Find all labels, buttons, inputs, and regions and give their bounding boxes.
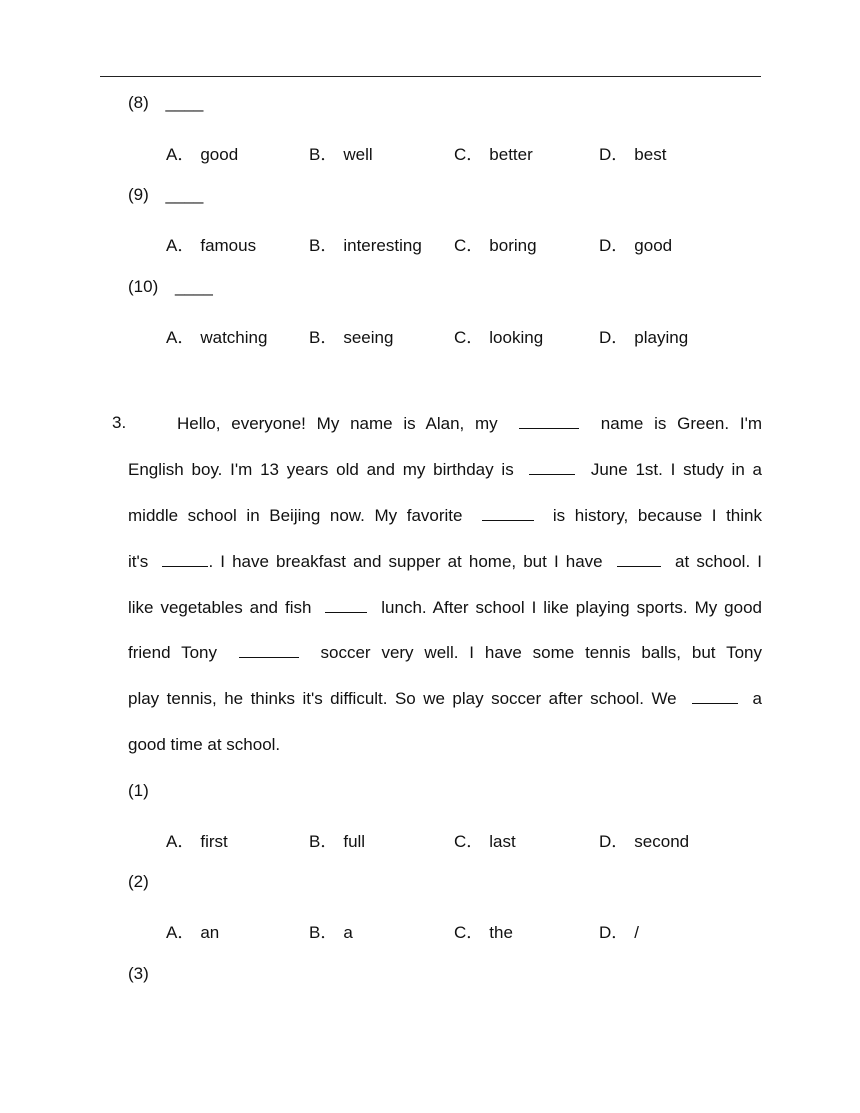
option-a[interactable]: A． famous [166,236,257,255]
option-c[interactable]: C． the [454,923,513,942]
passage-line: English boy. I'm 13 years old and my birthday is June 1st. I study in a [128,459,763,479]
options-10 [166,323,766,347]
option-b[interactable]: B． interesting [309,236,422,255]
options-8 [166,140,766,164]
question-2 [128,872,149,892]
cloze-blank[interactable] [529,458,575,475]
option-c[interactable]: C． better [454,145,533,164]
answer-blank: ____ [165,185,204,204]
cloze-blank[interactable] [692,687,738,704]
answer-blank: ____ [165,93,204,112]
options-9 [166,231,766,255]
option-c[interactable]: C． last [454,832,516,851]
option-a[interactable]: A． good [166,145,239,164]
passage-line: like vegetables and fish lunch. After school I like playing sports. My good [128,597,763,617]
question-number: (9) [128,185,149,204]
question-number: (3) [128,964,149,983]
option-d[interactable]: D． good [599,236,673,255]
question-1 [128,781,149,801]
passage-line: good time at school. [128,735,281,755]
question-10 [128,277,213,297]
header-rule [100,76,761,77]
cloze-blank[interactable] [162,550,208,567]
option-b[interactable]: B． full [309,832,366,851]
question-number: (1) [128,781,149,800]
option-d[interactable]: D． playing [599,328,689,347]
cloze-passage [128,401,762,768]
cloze-blank[interactable] [239,641,299,658]
question-3 [128,964,149,984]
passage-number: 3. [112,413,127,432]
option-b[interactable]: B． well [309,145,373,164]
option-d[interactable]: D． second [599,832,690,851]
question-number: (10) [128,277,159,296]
option-a[interactable]: A． an [166,923,220,942]
cloze-blank[interactable] [617,550,661,567]
passage-line: friend Tony soccer very well. I have some tennis balls, but Tony [128,643,762,663]
option-d[interactable]: D． best [599,145,667,164]
question-8 [128,93,203,113]
passage-line: middle school in Beijing now. My favorite is history, because I think [128,505,762,525]
option-c[interactable]: C． boring [454,236,537,255]
passage-line: it's . I have breakfast and supper at home, but I have at school. I [128,551,763,571]
question-9 [128,185,203,205]
cloze-blank[interactable] [519,412,579,429]
option-d[interactable]: D． / [599,923,640,942]
question-number: (8) [128,93,149,112]
passage-line: play tennis, he thinks it's difficult. So we play soccer after school. We a [128,689,762,709]
answer-blank: ____ [174,277,213,296]
options-2 [166,918,766,942]
option-a[interactable]: A． watching [166,328,268,347]
option-a[interactable]: A． first [166,832,228,851]
cloze-blank[interactable] [325,596,367,613]
passage-line: Hello, everyone! My name is Alan, my name is Green. I'm [177,414,762,433]
cloze-blank[interactable] [482,504,534,521]
options-1 [166,827,766,851]
question-number: (2) [128,872,149,891]
option-c[interactable]: C． looking [454,328,544,347]
option-b[interactable]: B． a [309,923,353,942]
option-b[interactable]: B． seeing [309,328,394,347]
